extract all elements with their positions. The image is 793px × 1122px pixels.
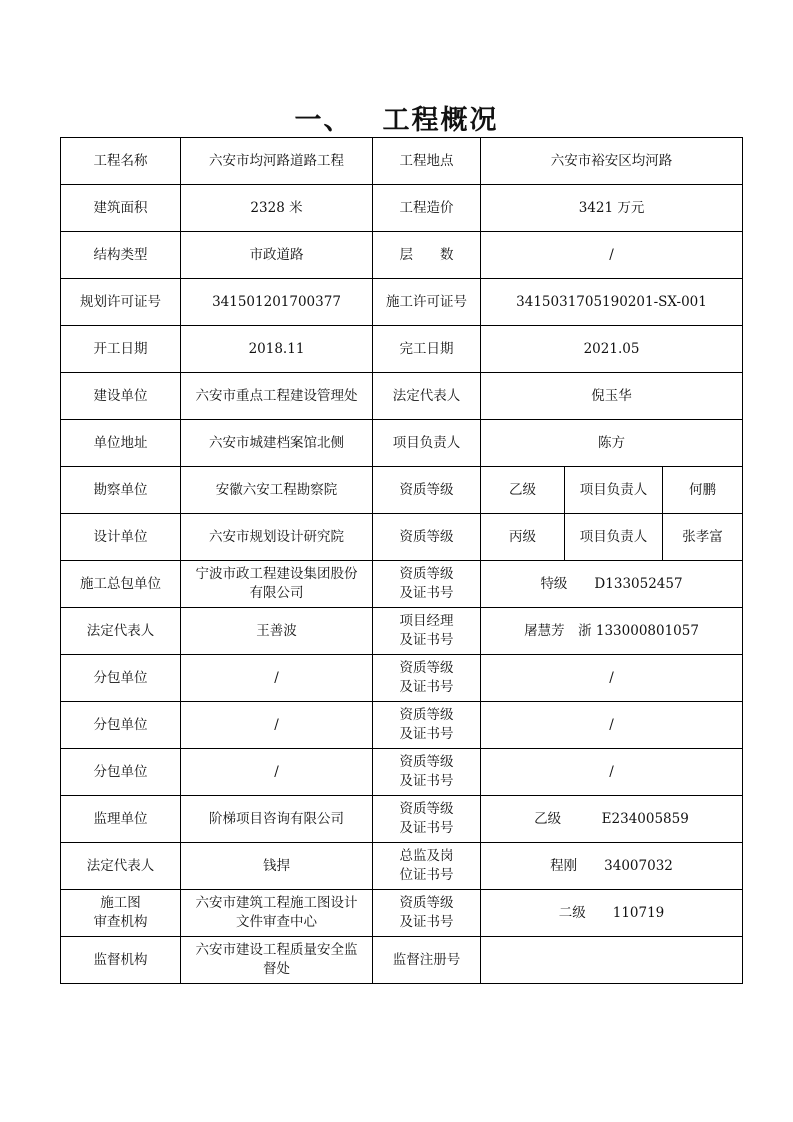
table-row — [61, 373, 743, 420]
table-row — [61, 185, 743, 232]
label-cell: 资质等级 及证书号 — [373, 655, 481, 702]
label-cell: 单位地址 — [61, 420, 181, 467]
grade-cell: 乙级 — [481, 467, 565, 514]
value-cell: 2018.11 — [181, 326, 373, 373]
label-cell: 监督注册号 — [373, 937, 481, 984]
table-row — [61, 420, 743, 467]
label-cell: 工程造价 — [373, 185, 481, 232]
label-cell: 资质等级 及证书号 — [373, 796, 481, 843]
label-cell: 层 数 — [373, 232, 481, 279]
table-row — [61, 890, 743, 937]
label-cell: 建筑面积 — [61, 185, 181, 232]
value-cell: / — [181, 702, 373, 749]
section-number: 一、 — [294, 105, 353, 136]
value-cell: 3421 万元 — [481, 185, 743, 232]
value-cell: 屠慧芳 浙 133000801057 — [481, 608, 743, 655]
value-cell: 六安市建设工程质量安全监 督处 — [181, 937, 373, 984]
label-cell: 资质等级 — [373, 467, 481, 514]
label-cell: 开工日期 — [61, 326, 181, 373]
value-cell: / — [481, 702, 743, 749]
value-cell: 宁波市政工程建设集团股份 有限公司 — [181, 561, 373, 608]
value-cell: 六安市裕安区均河路 — [481, 138, 743, 185]
table-row — [61, 467, 743, 514]
value-cell: / — [181, 749, 373, 796]
value-cell: 倪玉华 — [481, 373, 743, 420]
value-cell: 六安市规划设计研究院 — [181, 514, 373, 561]
label-cell: 法定代表人 — [61, 608, 181, 655]
value-cell: 安徽六安工程勘察院 — [181, 467, 373, 514]
label-cell: 分包单位 — [61, 655, 181, 702]
table-row — [61, 843, 743, 890]
value-cell: 王善波 — [181, 608, 373, 655]
label-cell: 法定代表人 — [61, 843, 181, 890]
value-cell: 钱捍 — [181, 843, 373, 890]
section-title: 工程概况 — [382, 105, 499, 136]
label-cell: 监督机构 — [61, 937, 181, 984]
table-row — [61, 232, 743, 279]
table-row — [61, 279, 743, 326]
page-title — [0, 98, 793, 137]
value-cell: 二级 110719 — [481, 890, 743, 937]
person-cell: 张孝富 — [663, 514, 743, 561]
label-cell: 工程名称 — [61, 138, 181, 185]
value-cell: / — [481, 655, 743, 702]
table-row — [61, 749, 743, 796]
label-cell: 规划许可证号 — [61, 279, 181, 326]
label-cell: 施工总包单位 — [61, 561, 181, 608]
label-cell: 资质等级 及证书号 — [373, 749, 481, 796]
value-cell: 六安市建筑工程施工图设计 文件审查中心 — [181, 890, 373, 937]
label-cell: 项目负责人 — [373, 420, 481, 467]
label-cell: 项目经理 及证书号 — [373, 608, 481, 655]
table-row — [61, 514, 743, 561]
value-cell: 六安市重点工程建设管理处 — [181, 373, 373, 420]
label-cell: 分包单位 — [61, 702, 181, 749]
label-cell: 勘察单位 — [61, 467, 181, 514]
value-cell: / — [481, 232, 743, 279]
value-cell: 陈方 — [481, 420, 743, 467]
label-cell: 分包单位 — [61, 749, 181, 796]
value-cell: 3415031705190201-SX-001 — [481, 279, 743, 326]
label-cell: 设计单位 — [61, 514, 181, 561]
table-row — [61, 702, 743, 749]
project-overview-table — [60, 137, 743, 984]
table-row — [61, 655, 743, 702]
label-cell: 总监及岗 位证书号 — [373, 843, 481, 890]
label-cell: 资质等级 及证书号 — [373, 702, 481, 749]
label-cell: 结构类型 — [61, 232, 181, 279]
person-cell: 何鹏 — [663, 467, 743, 514]
table-row — [61, 796, 743, 843]
table-row — [61, 561, 743, 608]
label-cell: 项目负责人 — [565, 467, 663, 514]
table-row — [61, 608, 743, 655]
label-cell: 建设单位 — [61, 373, 181, 420]
label-cell: 资质等级 — [373, 514, 481, 561]
value-cell: 乙级 E234005859 — [481, 796, 743, 843]
grade-cell: 丙级 — [481, 514, 565, 561]
label-cell: 项目负责人 — [565, 514, 663, 561]
value-cell: 六安市城建档案馆北侧 — [181, 420, 373, 467]
value-cell: 阶梯项目咨询有限公司 — [181, 796, 373, 843]
table-row — [61, 326, 743, 373]
value-cell: 2021.05 — [481, 326, 743, 373]
value-cell: 程刚 34007032 — [481, 843, 743, 890]
value-cell: 市政道路 — [181, 232, 373, 279]
label-cell: 工程地点 — [373, 138, 481, 185]
value-cell: 六安市均河路道路工程 — [181, 138, 373, 185]
value-cell — [481, 937, 743, 984]
label-cell: 监理单位 — [61, 796, 181, 843]
value-cell: 特级 D133052457 — [481, 561, 743, 608]
value-cell: / — [181, 655, 373, 702]
label-cell: 完工日期 — [373, 326, 481, 373]
value-cell: / — [481, 749, 743, 796]
label-cell: 资质等级 及证书号 — [373, 561, 481, 608]
value-cell: 2328 米 — [181, 185, 373, 232]
label-cell: 资质等级 及证书号 — [373, 890, 481, 937]
table-row — [61, 138, 743, 185]
value-cell: 341501201700377 — [181, 279, 373, 326]
label-cell: 法定代表人 — [373, 373, 481, 420]
table-row — [61, 937, 743, 984]
label-cell: 施工许可证号 — [373, 279, 481, 326]
label-cell: 施工图 审查机构 — [61, 890, 181, 937]
